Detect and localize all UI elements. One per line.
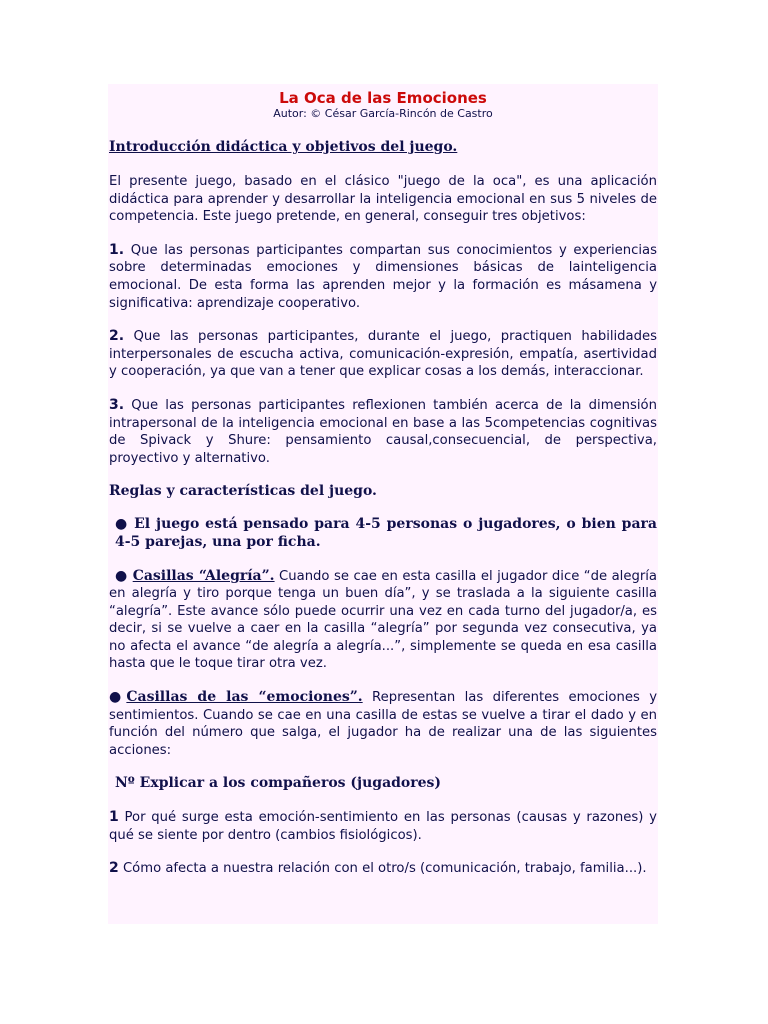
explain-item-2-text: Cómo afecta a nuestra relación con el otro/s (comunicación, trabajo, familia...).: [118, 861, 647, 877]
explain-item-1: [109, 809, 657, 844]
rules-heading: Reglas y características del juego.: [109, 483, 377, 500]
objective-3-text: Que las personas participantes reflexionen también acerca de la dimensión intrapersonal de la inteligencia emocional en base a las 5competencias cognitivas de Spivack y Shure: pensamiento causal,consecuencial, de perspectiva, proyectivo y alternativo.: [109, 397, 657, 466]
objective-3-number: 3.: [109, 396, 125, 413]
explain-item-2-number: 2: [109, 860, 119, 877]
document-author: Autor: © César García-Rincón de Castro: [273, 107, 493, 120]
bullet-icon: ●: [115, 567, 133, 584]
objective-3: [109, 397, 657, 467]
objective-2-number: 2.: [109, 328, 125, 345]
objective-1: [109, 242, 657, 312]
explain-item-1-number: 1: [109, 809, 119, 826]
intro-heading: Introducción didáctica y objetivos del juego.: [109, 139, 458, 155]
explain-item-1-text: Por qué surge esta emoción-sentimiento en las personas (causas y razones) y qué se siente por dentro (cambios fisiológicos).: [109, 810, 657, 843]
explain-heading: Nº Explicar a los compañeros (jugadores): [115, 775, 442, 792]
intro-paragraph: El presente juego, basado en el clásico "juego de la oca", es una aplicación didáctica para aprender y desarrollar la inteligencia emocional en sus 5 niveles de competencia. Este juego pretende, en general, conseguir tres objetivos:: [109, 174, 657, 225]
rule-emociones-text: Representan las diferentes emociones y sentimientos. Cuando se cae en una casilla de estas se vuelve a tirar el dado y en función del número que salga, el jugador ha de realizar una de las siguientes acciones:: [109, 690, 657, 758]
document-page: [108, 84, 658, 924]
rule-players: ● El juego está pensado para 4-5 personas o jugadores, o bien para 4-5 parejas, una por ficha.: [115, 516, 657, 550]
objective-2-text: Que las personas participantes, durante el juego, practiquen habilidades interpersonales de escucha activa, comunicación-expresión, empatía, asertividad y cooperación, ya que van a tener que explicar cosas a los demás, interaccionar.: [109, 329, 657, 380]
objective-1-number: 1.: [109, 241, 125, 258]
bullet-icon: ●: [109, 689, 127, 706]
document-title: La Oca de las Emociones: [279, 89, 487, 107]
objective-1-text: Que las personas participantes compartan sus conocimientos y experiencias sobre determinadas emociones y dimensiones básicas de lainteligencia emocional. De esta forma las aprenden mejor y la formación es másamena y significativa: aprendizaje cooperativo.: [109, 242, 657, 311]
rule-alegria-text: Cuando se cae en esta casilla el jugador dice “de alegría en alegría y tiro porque tenga un buen día”, y se traslada a la siguiente casilla “alegría”. Este avance sólo puede ocurrir una vez en cada turno del jugador/a, es decir, si se vuelve a caer en la casilla “alegría” por segunda vez consecutiva, ya no afecta el avance “de alegría a alegría...”, simplemente se queda en esa casilla hasta que le toque tirar otra vez.: [109, 568, 657, 672]
rule-alegria: [109, 568, 657, 674]
rule-emociones: [109, 689, 657, 759]
rule-emociones-label: Casillas de las “emociones”.: [126, 689, 363, 706]
objective-2: [109, 328, 657, 381]
rule-alegria-label: Casillas “Alegría”.: [132, 567, 275, 584]
explain-item-2: [109, 860, 657, 878]
